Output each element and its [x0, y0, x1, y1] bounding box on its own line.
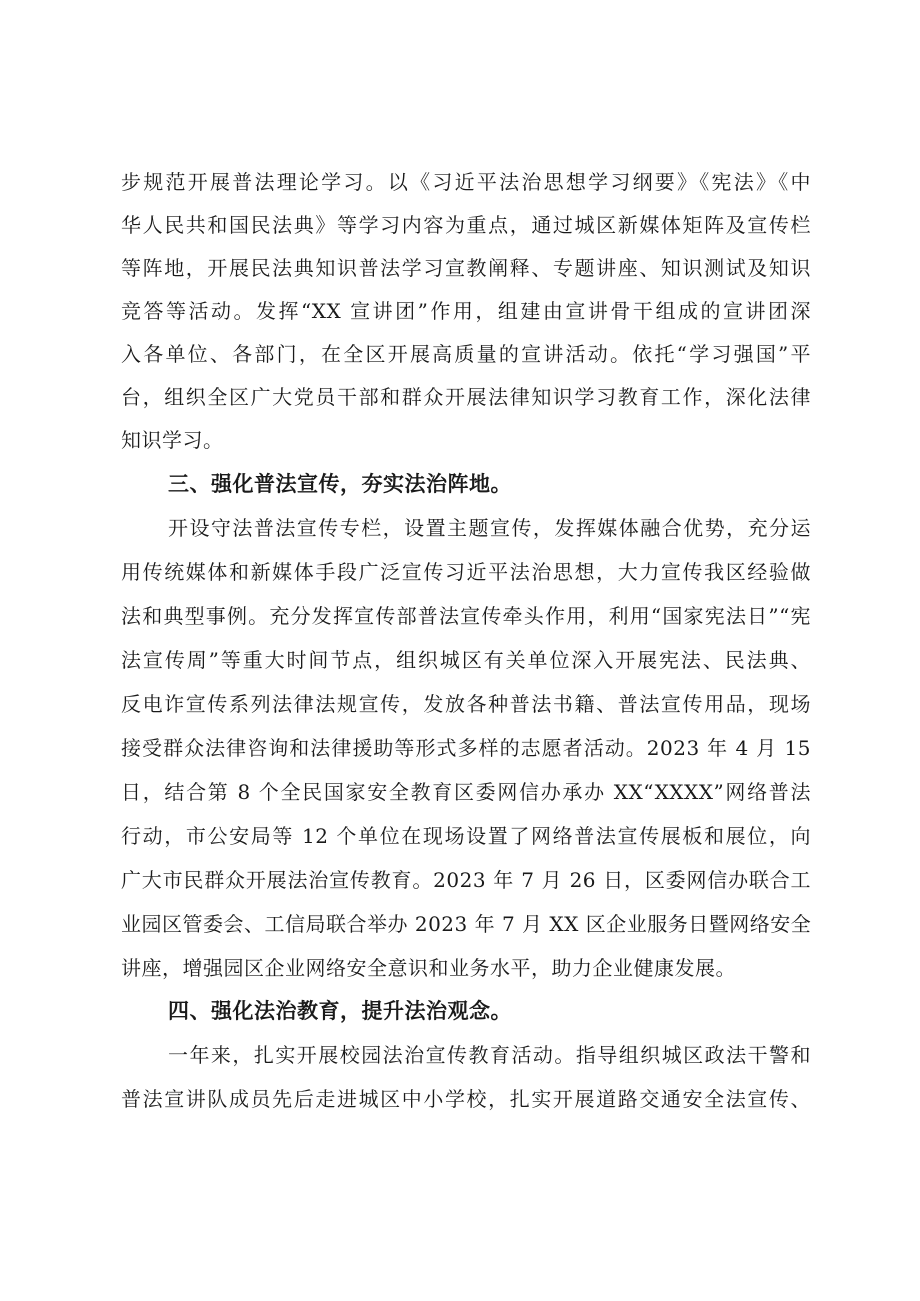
section-3-line-11: 讲座，增强园区企业网络安全意识和业务水平，助力企业健康发展。	[121, 956, 736, 980]
section-3-line-8: 行动，市公安局等 12 个单位在现场设置了网络普法宣传展板和展位，向	[121, 824, 811, 848]
section-3-line-4: 法宣传周”等重大时间节点，组织城区有关单位深入开展宪法、民法典、	[121, 648, 811, 672]
paragraph-1-line-1: 步规范开展普法理论学习。以《习近平法治思想学习纲要》《宪法》《中	[121, 170, 811, 194]
section-4-heading: 四、强化法治教育，提升法治观念。	[168, 999, 512, 1023]
section-3-heading: 三、强化普法宣传，夯实法治阵地。	[168, 472, 512, 496]
section-3-line-2: 用传统媒体和新媒体手段广泛宣传习近平法治思想，大力宣传我区经验做	[121, 560, 811, 584]
paragraph-1-line-5: 入各单位、各部门，在全区开展高质量的宣讲活动。依托“学习强国”平	[121, 342, 811, 366]
section-3-line-9: 广大市民群众开展法治宣传教育。2023 年 7 月 26 日，区委网信办联合工	[121, 868, 811, 892]
paragraph-1-line-2: 华人民共和国民法典》等学习内容为重点，通过城区新媒体矩阵及宣传栏	[121, 213, 811, 237]
section-3-line-5: 反电诈宣传系列法律法规宣传，发放各种普法书籍、普法宣传用品，现场	[121, 692, 811, 716]
paragraph-1-line-6: 台，组织全区广大党员干部和群众开展法律知识学习教育工作，深化法律	[121, 385, 811, 409]
section-3-line-3: 法和典型事例。充分发挥宣传部普法宣传牵头作用，利用“国家宪法日”“宪	[121, 604, 811, 628]
section-3-line-10: 业园区管委会、工信局联合举办 2023 年 7 月 XX 区企业服务日暨网络安全	[121, 912, 812, 936]
section-4-line-2: 普法宣讲队成员先后走进城区中小学校，扎实开展道路交通安全法宣传、	[121, 1087, 811, 1111]
paragraph-1-line-7: 知识学习。	[121, 428, 224, 452]
paragraph-1-line-3: 等阵地，开展民法典知识普法学习宣教阐释、专题讲座、知识测试及知识	[121, 256, 811, 280]
section-3-line-6: 接受群众法律咨询和法律援助等形式多样的志愿者活动。2023 年 4 月 15	[121, 736, 811, 760]
section-4-line-1: 一年来，扎实开展校园法治宣传教育活动。指导组织城区政法干警和	[168, 1043, 811, 1067]
section-3-line-7: 日，结合第 8 个全民国家安全教育区委网信办承办 XX“XXXX”网络普法	[121, 780, 811, 804]
paragraph-1-line-4: 竞答等活动。发挥“XX 宣讲团”作用，组建由宣讲骨干组成的宣讲团深	[121, 299, 811, 323]
section-3-line-1: 开设守法普法宣传专栏，设置主题宣传，发挥媒体融合优势，充分运	[168, 516, 811, 540]
